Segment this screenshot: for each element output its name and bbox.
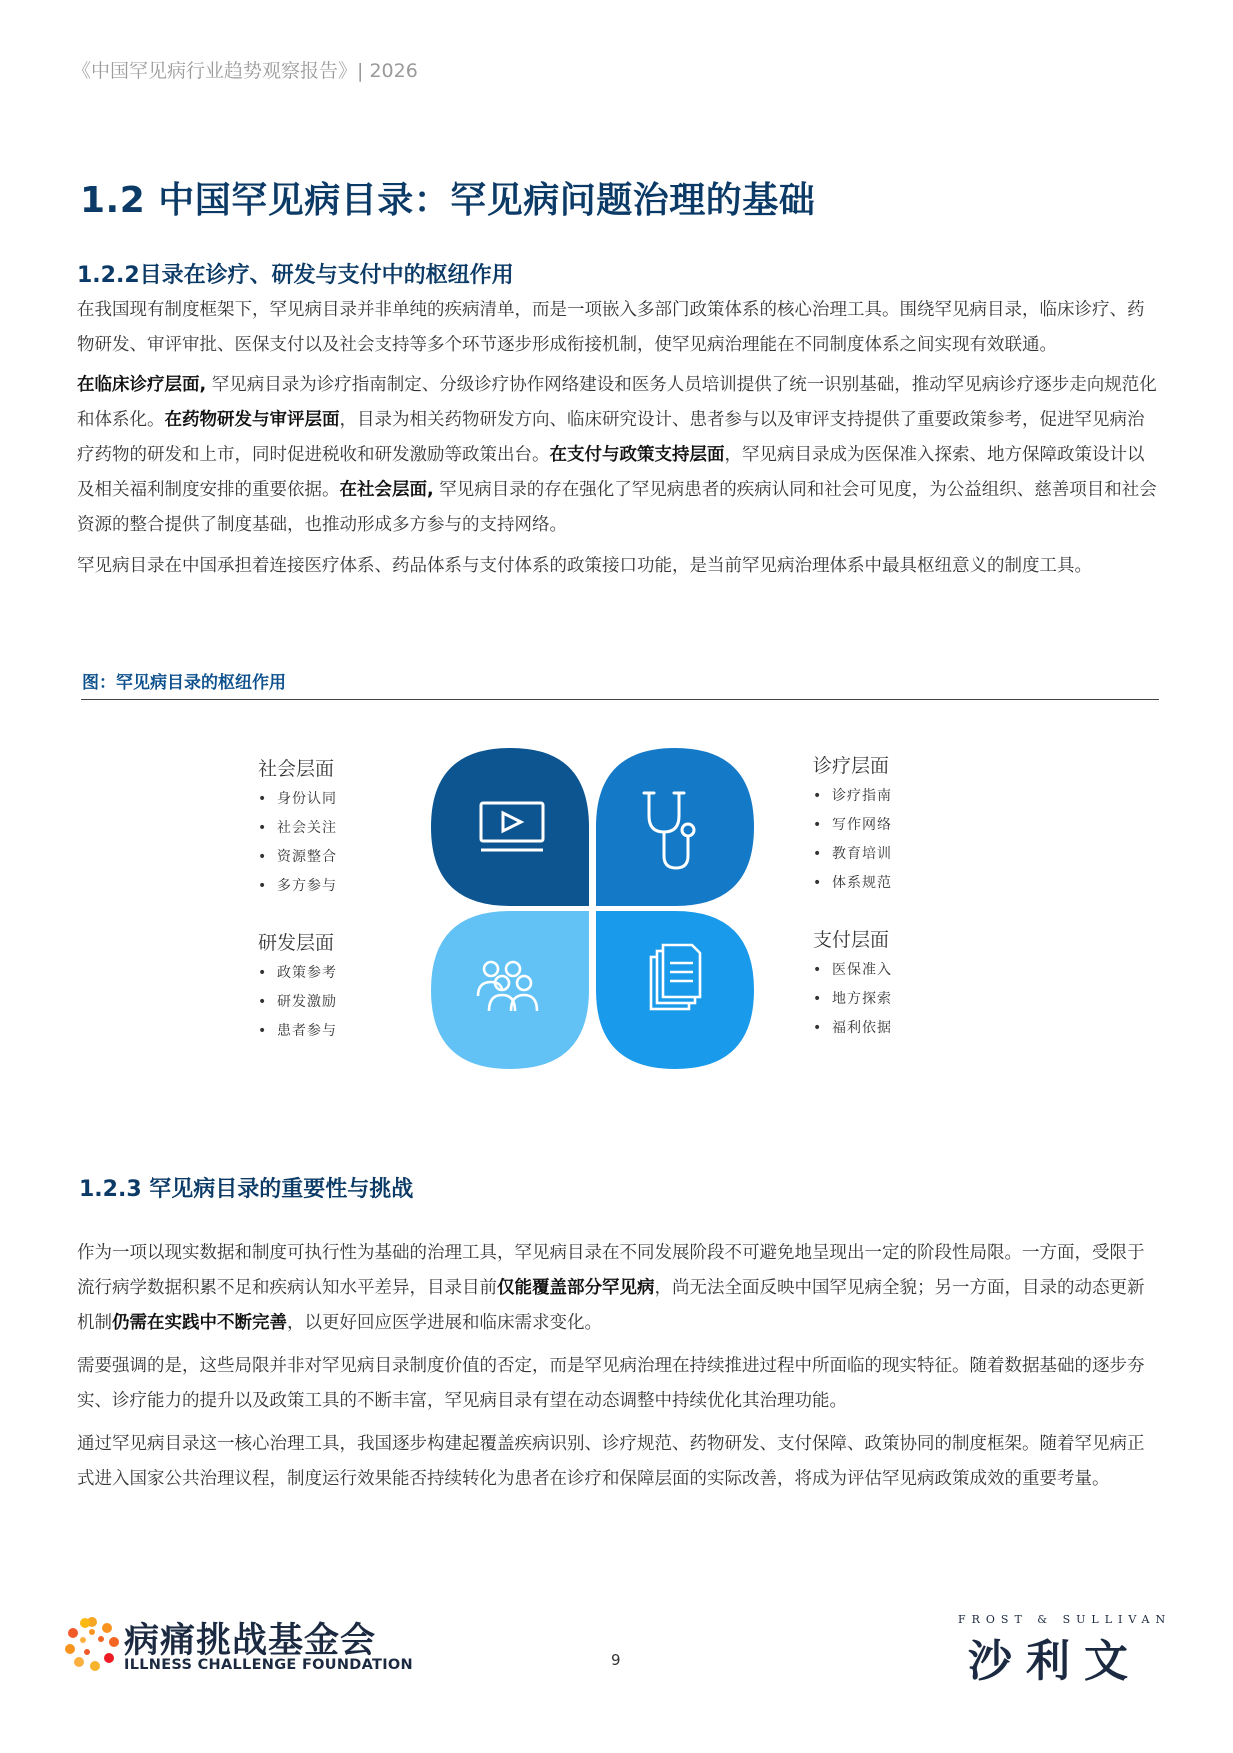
list-item: • 多方参与 — [258, 875, 337, 904]
group-title: 研发层面 — [258, 932, 335, 954]
paragraph: 通过罕见病目录这一核心治理工具，我国逐步构建起覆盖疾病识别、诊疗规范、药物研发、支付保障、政策协同的制度框架。随着罕见病正式进入国家公共治理议程，制度运行效果能否持续转化为患者在诊疗和保障层面的实际改善，将成为评估罕见病政策成效的重要考量。 — [77, 1434, 1145, 1489]
partner-brand-cn: 沙利文 — [968, 1636, 1142, 1687]
text-run: ，以更好回应医学进展和临床需求变化。 — [287, 1313, 602, 1333]
petal-rnd — [431, 911, 589, 1069]
list-item: • 体系规范 — [813, 872, 892, 901]
paragraph-levels — [77, 368, 1157, 543]
section-title: 1.2 中国罕见病目录：罕见病问题治理的基础 — [80, 180, 816, 221]
bold-phrase: 在临床诊疗层面, — [77, 375, 207, 395]
paragraph: 需要强调的是，这些局限并非对罕见病目录制度价值的否定，而是罕见病治理在持续推进过程中所面临的现实特征。随着数据基础的逐步夯实、诊疗能力的提升以及政策工具的不断丰富，罕见病目录有望在动态调整中持续优化其治理功能。 — [77, 1356, 1145, 1411]
list-item: • 福利依据 — [813, 1017, 892, 1046]
text-run: ，目录为相关药物研发方向、临床研究设计、患者参与以及审评支持提供了重要政策参考，促进罕见病治疗药物的研发和上市，同时促进税收和研发激励等政策出台。 — [77, 410, 1145, 465]
list-item: • 患者参与 — [258, 1020, 337, 1049]
list-item: • 诊疗指南 — [813, 785, 892, 814]
page-number: 9 — [611, 1651, 621, 1669]
figure-title: 图：罕见病目录的枢纽作用 — [82, 673, 286, 693]
petal-clinical — [596, 748, 754, 906]
group-social — [258, 754, 337, 904]
figure-rule — [81, 699, 1159, 700]
petal-social — [431, 748, 589, 906]
text-run: 罕见病目录为诊疗指南制定、分级诊疗协作网络建设和医务人员培训提供了统一识别基础，推动罕见病诊疗逐步走向规范化和体系化。 — [77, 375, 1157, 430]
list-item: • 写作网络 — [813, 814, 892, 843]
running-header: 《中国罕见病行业趋势观察报告》| 2026 — [72, 60, 418, 82]
text-run: 罕见病目录的存在强化了罕见病患者的疾病认同和社会可见度，为公益组织、慈善项目和社会资源的整合提供了制度基础，也推动形成多方参与的支持网络。 — [77, 480, 1157, 535]
documents-icon — [651, 945, 700, 1009]
group-payment — [813, 925, 892, 1046]
paragraph: 罕见病目录在中国承担着连接医疗体系、药品体系与支付体系的政策接口功能，是当前罕见病治理体系中最具枢纽意义的制度工具。 — [77, 556, 1092, 576]
bold-phrase: 仍需在实践中不断完善 — [112, 1313, 287, 1333]
list-item: • 身份认同 — [258, 788, 337, 817]
foundation-name-en: ILLNESS CHALLENGE FOUNDATION — [124, 1657, 413, 1673]
group-title: 支付层面 — [813, 929, 890, 951]
subsection-heading-1-2-2: 1.2.2目录在诊疗、研发与支付中的枢纽作用 — [77, 263, 514, 288]
text-run: ，尚无法全面反映中国罕见病全貌；另一方面，目录的动态更新机制 — [77, 1278, 1145, 1333]
list-item: • 社会关注 — [258, 817, 337, 846]
bold-phrase: 在药物研发与审评层面 — [164, 410, 340, 430]
group-title: 诊疗层面 — [813, 755, 890, 777]
paragraph: 在我国现有制度框架下，罕见病目录并非单纯的疾病清单，而是一项嵌入多部门政策体系的核心治理工具。围绕罕见病目录，临床诊疗、药物研发、审评审批、医保支付以及社会支持等多个环节逐步形成衔接机制，使罕见病治理能在不同制度体系之间实现有效联通。 — [77, 300, 1145, 355]
foundation-name: 病痛挑战基金会 — [124, 1621, 377, 1661]
bold-phrase: 仅能覆盖部分罕见病 — [497, 1278, 655, 1298]
subsection-heading-1-2-3: 1.2.3 罕见病目录的重要性与挑战 — [79, 1177, 414, 1202]
petal-shape — [431, 911, 589, 1069]
text-run: 作为一项以现实数据和制度可执行性为基础的治理工具，罕见病目录在不同发展阶段不可避免地呈现出一定的阶段性局限。一方面，受限于流行病学数据积累不足和疾病认知水平差异，目录目前 — [77, 1243, 1145, 1298]
list-item: • 政策参考 — [258, 962, 337, 991]
paragraph-limitations — [77, 1236, 1157, 1341]
petal-payment — [596, 911, 754, 1069]
list-item: • 资源整合 — [258, 846, 337, 875]
group-rnd — [258, 928, 337, 1049]
bold-phrase: 在支付与政策支持层面 — [549, 445, 725, 465]
partner-brand: FROST & SULLIVAN — [958, 1613, 1172, 1626]
list-item: • 医保准入 — [813, 959, 892, 988]
text-run: ，罕见病目录成为医保准入探索、地方保障政策设计以及相关福利制度安排的重要依据。 — [77, 445, 1145, 500]
group-clinical — [813, 751, 892, 901]
list-item: • 地方探索 — [813, 988, 892, 1017]
list-item: • 教育培训 — [813, 843, 892, 872]
group-title: 社会层面 — [258, 758, 335, 780]
bold-phrase: 在社会层面, — [339, 480, 434, 500]
list-item: • 研发激励 — [258, 991, 337, 1020]
